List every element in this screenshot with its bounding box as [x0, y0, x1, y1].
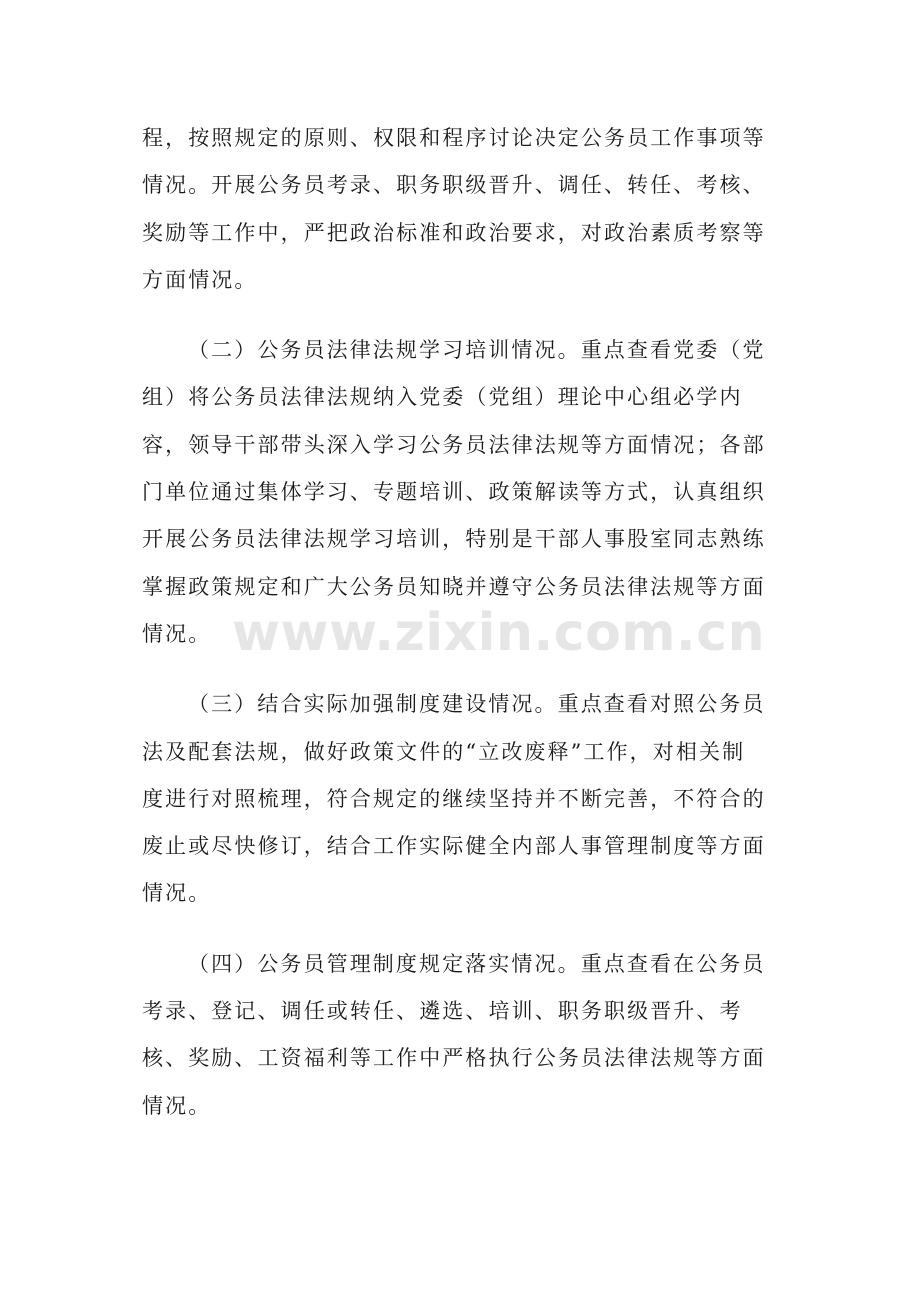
paragraph-section-4 [142, 941, 768, 1130]
text-line: 奖励等工作中，严把政治标准和政治要求，对政治素质考察等 [142, 220, 766, 245]
paragraph-section-3 [142, 681, 768, 917]
text-line: 情况。 [142, 621, 212, 646]
text-line: 掌握政策规定和广大公务员知晓并遵守公务员法律法规等方面 [142, 574, 766, 599]
text-line: 程，按照规定的原则、权限和程序讨论决定公务员工作事项等 [142, 126, 766, 150]
text-line: 情况。开展公务员考录、职务职级晋升、调任、转任、考核、 [142, 173, 766, 198]
watermark: www.zixin.com.cn [232, 603, 766, 663]
text-line: 开展公务员法律法规学习培训，特别是干部人事股室同志熟练 [142, 527, 766, 552]
text-line: 废止或尽快修订，结合工作实际健全内部人事管理制度等方面 [142, 834, 766, 859]
text-line: 法及配套法规，做好政策文件的“立改废释”工作，对相关制 [142, 739, 746, 764]
text-line: （二）公务员法律法规学习培训情况。重点查看党委（党 [188, 338, 766, 363]
text-line: 容，领导干部带头深入学习公务员法律法规等方面情况；各部 [142, 432, 766, 457]
text-line: （三）结合实际加强制度建设情况。重点查看对照公务员 [188, 692, 766, 717]
text-line: 门单位通过集体学习、专题培训、政策解读等方式，认真组织 [142, 480, 766, 505]
text-line: 方面情况。 [142, 267, 258, 292]
text-line: 情况。 [142, 881, 212, 906]
text-line: 组）将公务员法律法规纳入党委（党组）理论中心组必学内 [142, 385, 743, 410]
text-line: 度进行对照梳理，符合规定的继续坚持并不断完善，不符合的 [142, 786, 766, 811]
text-line: （四）公务员管理制度规定落实情况。重点查看在公务员 [188, 951, 766, 976]
document-body [142, 115, 768, 1130]
text-line: 情况。 [142, 1093, 212, 1118]
paragraph-section-2 [142, 327, 768, 658]
text-line: 考录、登记、调任或转任、遴选、培训、职务职级晋升、考 [142, 999, 743, 1024]
text-line: 核、奖励、工资福利等工作中严格执行公务员法律法规等方面 [142, 1046, 766, 1071]
paragraph-intro-continued [142, 115, 768, 304]
